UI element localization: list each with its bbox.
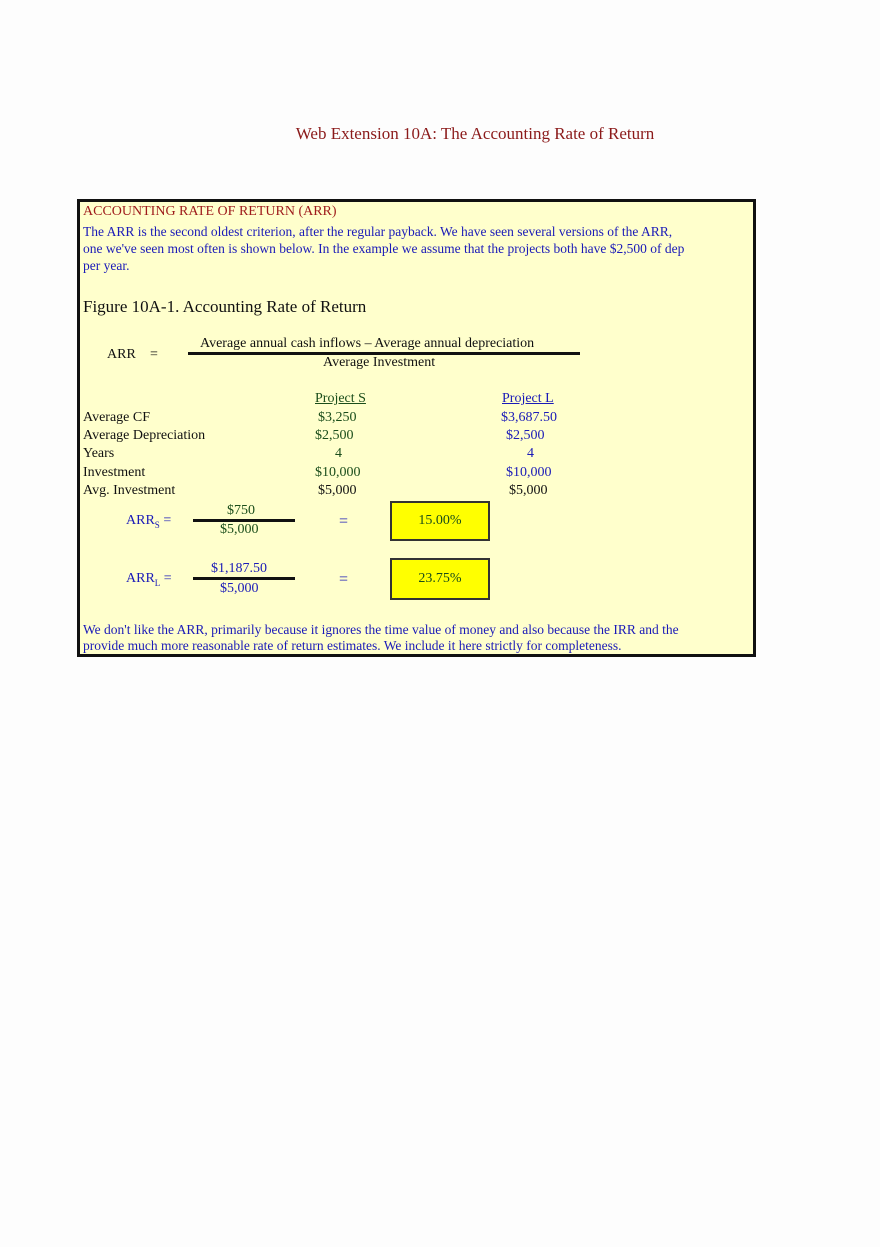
formula-denominator: Average Investment (323, 355, 436, 370)
row-label: Average Depreciation (83, 428, 206, 443)
arr-s-denominator: $5,000 (220, 522, 259, 537)
project-l-value: $10,000 (506, 465, 552, 480)
column-header-project-l: Project L (502, 391, 554, 406)
column-header-project-s: Project S (315, 391, 366, 406)
project-l-value: 4 (527, 446, 534, 461)
footer-note-line: We don't like the ARR, primarily because it ignores the time value of money and also because the IRR and the (83, 622, 679, 637)
intro-line: one we've seen most often is shown below. In the example we assume that the projects both have $2,500 of dep (83, 241, 685, 256)
arr-l-numerator: $1,187.50 (211, 561, 267, 576)
row-label: Avg. Investment (83, 483, 176, 498)
project-l-value: $5,000 (509, 483, 548, 498)
project-s-value: $5,000 (318, 483, 357, 498)
arr-s-equals: = (339, 513, 349, 530)
formula-equals: = (150, 347, 158, 362)
page-title: Web Extension 10A: The Accounting Rate of Return (295, 124, 655, 143)
arr-l-label: $ARR_L$ = (126, 571, 172, 588)
row-label: Average CF (83, 410, 150, 425)
row-label: Investment (83, 465, 146, 480)
arr-l-result: 23.75% (390, 558, 490, 600)
project-s-value: $2,500 (315, 428, 354, 443)
arr-s-label: $ARR_S$ = (126, 513, 172, 530)
formula-lhs: ARR (107, 347, 136, 362)
arr-worksheet-panel (77, 199, 756, 657)
formula-numerator: Average annual cash inflows – Average annual depreciation (200, 336, 535, 351)
footer-note-line: provide much more reasonable rate of return estimates. We include it here strictly for completeness. (83, 638, 622, 653)
row-label: Years (83, 446, 115, 461)
figure-title: Figure 10A-1. Accounting Rate of Return (83, 297, 367, 316)
project-l-value: $3,687.50 (501, 410, 557, 425)
arr-l-equals: = (339, 571, 349, 588)
project-s-value: $10,000 (315, 465, 361, 480)
arr-s-result: 15.00% (390, 501, 490, 541)
arr-l-denominator: $5,000 (220, 581, 259, 596)
section-heading: ACCOUNTING RATE OF RETURN (ARR) (83, 204, 337, 219)
project-l-value: $2,500 (506, 428, 545, 443)
arr-l-fraction-bar (193, 577, 295, 580)
project-s-value: $3,250 (318, 410, 357, 425)
intro-line: The ARR is the second oldest criterion, after the regular payback. We have seen several versions of the ARR, (83, 224, 673, 239)
project-s-value: 4 (335, 446, 342, 461)
intro-line: per year. (83, 258, 130, 273)
arr-s-numerator: $750 (227, 503, 255, 518)
